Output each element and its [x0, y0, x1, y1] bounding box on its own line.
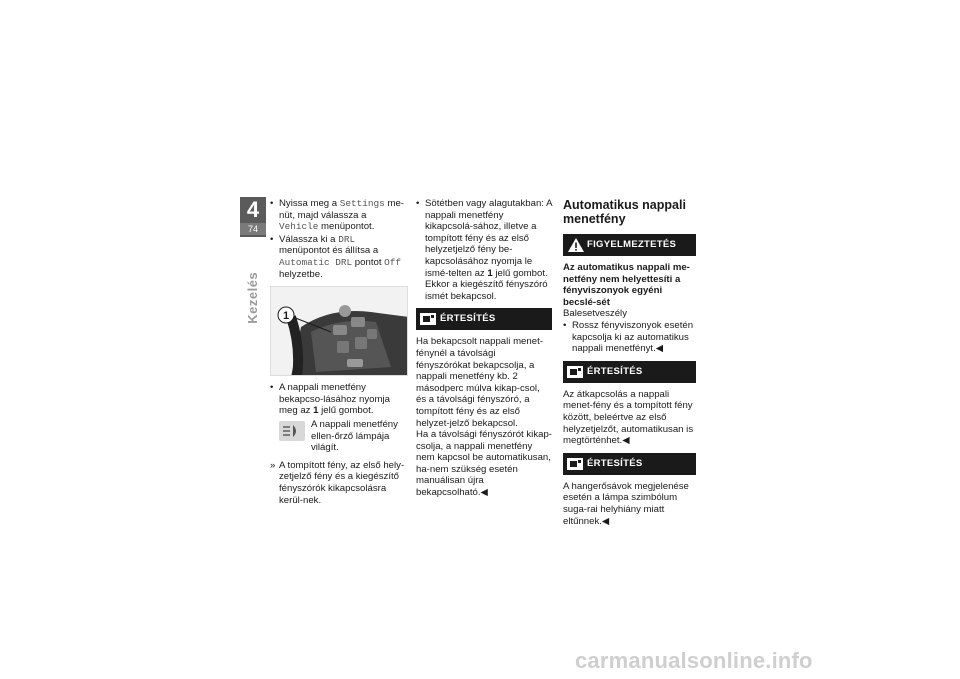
notice-label: ÉRTESÍTÉS — [587, 457, 643, 469]
watermark: carmanualsonline.info — [575, 648, 813, 673]
step-text: helyzetbe. — [279, 268, 323, 280]
chapter-number: 4 — [246, 197, 260, 222]
section-label-text: Kezelés — [245, 271, 261, 324]
notice-label: ÉRTESÍTÉS — [440, 313, 496, 325]
step-text: menüpontot és állítsa a — [279, 245, 379, 257]
page-number: 74 — [240, 223, 266, 235]
button-number: 1 — [313, 405, 319, 417]
warning-icon — [567, 237, 585, 253]
notice-paragraph-1: Ha bekapcsolt nappali menet-fénynél a távolsági fényszórókat bekapcsolja, a nappali menetfény kb. 2 másodperc múlva kikap-csol, és a távolsági fényszóró, a tompított fény és az első helyzet-jelző bekapcsol. — [416, 336, 543, 429]
menu-off: Off — [384, 256, 402, 268]
step-text: Sötétben vagy alagutakban: A nappali menetfény kikapcsolá-sához, illetve a tompított fény és az első helyzetjelző fény be-kapcsolásához nyomja le ismé-telten az — [425, 198, 552, 279]
step-press-button — [270, 382, 408, 417]
menu-vehicle: Vehicle — [279, 221, 319, 233]
warning-heading: Az automatikus nappali me-netfény nem helyettesíti a fényviszonyok egyéni becslé-sét — [563, 262, 690, 308]
step-text: jelű gombot. — [318, 405, 374, 417]
indicator-note — [279, 419, 408, 454]
column-1 — [270, 198, 408, 506]
step-text: Válassza ki a — [279, 233, 339, 245]
menu-automatic-drl: Automatic DRL — [279, 256, 353, 268]
notice-icon — [420, 312, 436, 326]
indicator-text: A nappali menetfény ellen-őrző lámpája világít. — [311, 418, 398, 454]
menu-settings: Settings — [339, 198, 385, 209]
result-text — [270, 460, 408, 506]
section-label — [243, 270, 263, 330]
notice-header-1 — [563, 361, 696, 383]
column-2 — [416, 198, 552, 499]
step-text: menüpontot. — [318, 221, 375, 233]
step-text: Nyissa meg a — [279, 198, 340, 209]
section-heading: Automatikus nappali menetfény — [563, 198, 686, 226]
notice-header-2 — [563, 453, 696, 475]
menu-drl: DRL — [338, 233, 356, 245]
step-dark-tunnel — [416, 198, 552, 302]
warning-header — [563, 234, 696, 256]
handlebar-switch-figure — [270, 286, 408, 376]
notice-icon — [567, 365, 583, 379]
warning-bullet-text: Rossz fényviszonyok esetén kapcsolja ki az automatikus nappali menetfényt.◀ — [572, 319, 694, 355]
step-text: A nappali menetfény bekapcso-lásához nyomja meg az — [279, 382, 390, 417]
step-text: jelű gombot. Ekkor a kiegészítő fényszóró ismét bekapcsol. — [425, 267, 548, 302]
step-open-settings — [270, 198, 408, 233]
column-3 — [563, 198, 696, 527]
notice-icon — [567, 457, 583, 471]
notice-2-text: A hangerősávok megjelenése esetén a lámpa szimbólum suga-rai helyhiány miatt eltűnnek.◀ — [563, 480, 689, 527]
warning-bullet — [563, 320, 696, 355]
step-text: me-nüt, majd válassza a — [279, 198, 404, 221]
notice-header — [416, 308, 552, 330]
step-text: pontot — [352, 256, 385, 268]
drl-indicator-icon — [279, 421, 305, 441]
button-number: 1 — [487, 267, 493, 279]
step-select-drl — [270, 234, 408, 280]
result-text-body: A tompított fény, az első hely-zetjelző fény és a kiegészítő fényszórók kikapcsolásra kerül-nek. — [279, 459, 405, 506]
warning-subheading: Balesetveszély — [563, 308, 627, 320]
figure-callout-1: 1 — [282, 310, 290, 323]
handlebar-switch-illustration — [271, 287, 408, 376]
chapter-tab — [240, 197, 266, 237]
notice-label: ÉRTESÍTÉS — [587, 365, 643, 377]
warning-label: FIGYELMEZTETÉS — [587, 239, 677, 250]
notice-1-text: Az átkapcsolás a nappali menet-fény és a tompított fény között, beleértve az első helyzetjelzőt, automatikusan is megtörténhet.◀ — [563, 388, 694, 447]
notice-paragraph-2: Ha a távolsági fényszórót kikap-csolja, a nappali menetfény nem kapcsol be automatikusan, ha-nem szükség esetén manuálisan újra bekapcsolható.◀ — [416, 429, 552, 499]
